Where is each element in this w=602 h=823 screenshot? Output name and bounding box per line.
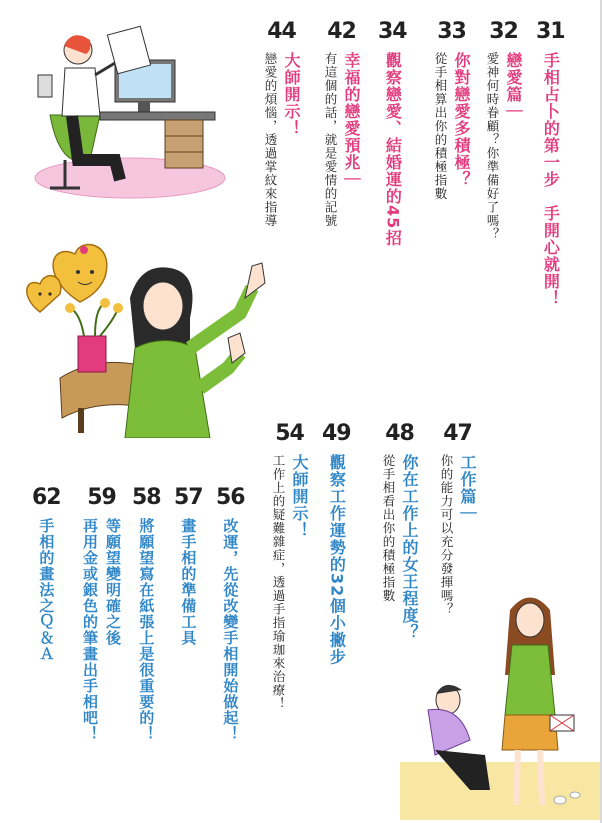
entry-title-line2: 再用金或銀色的筆畫出手相吧！ xyxy=(81,518,99,742)
page-number: 31 xyxy=(536,19,565,44)
page-number: 47 xyxy=(443,421,472,446)
toc-entry-47[interactable] xyxy=(438,422,477,616)
toc-entry-59[interactable] xyxy=(80,486,123,742)
entry-title: 畫手相的準備工具 xyxy=(179,518,198,646)
green-dress-woman-illustration xyxy=(40,258,285,438)
two-women-illustration xyxy=(400,590,600,820)
entry-title: 幸福的戀愛預兆｜ xyxy=(342,52,361,188)
entry-title: 等願望變明確之後 xyxy=(104,518,122,646)
entry-subtitle: 從手相看出你的積極指數 xyxy=(381,454,396,603)
toc-entry-34[interactable] xyxy=(378,20,407,246)
toc-entry-44[interactable] xyxy=(262,20,301,228)
page-number: 48 xyxy=(385,421,414,446)
entry-subtitle: 工作上的疑難雜症，透過手指瑜珈來治療！ xyxy=(271,454,286,711)
entry-title: 觀察工作運勢的32個小撇步 xyxy=(327,454,347,666)
entry-title: 你在工作上的女王程度？ xyxy=(400,454,419,641)
toc-entry-57[interactable] xyxy=(174,486,203,646)
entry-subtitle: 從手相算出你的積極指數 xyxy=(433,52,448,201)
page-number: 59 xyxy=(87,485,116,510)
page-number: 54 xyxy=(275,421,304,446)
page-number: 34 xyxy=(378,19,407,44)
toc-entry-58[interactable] xyxy=(132,486,161,742)
entry-title: 手相占卜的第一步 手開心就開！ xyxy=(541,52,561,307)
entry-title: 大師開示！ xyxy=(282,52,301,137)
toc-entry-42[interactable] xyxy=(322,20,361,228)
entry-title: 改運，先從改變手相開始做起！ xyxy=(221,518,240,742)
entry-subtitle: 有這個的話，就是愛情的記號 xyxy=(323,52,338,228)
entry-title: 戀愛篇｜ xyxy=(504,52,523,120)
office-woman-illustration xyxy=(20,20,230,200)
page-number: 33 xyxy=(437,19,466,44)
toc-entry-49[interactable] xyxy=(322,422,351,665)
entry-title: 大師開示！ xyxy=(290,454,309,539)
toc-entry-31[interactable] xyxy=(536,20,565,307)
toc-entry-62[interactable] xyxy=(32,486,61,662)
toc-entry-33[interactable] xyxy=(432,20,471,201)
entry-subtitle: 愛神何時眷顧？你準備好了嗎？ xyxy=(485,52,500,241)
toc-entry-32[interactable] xyxy=(484,20,523,241)
entry-subtitle: 戀愛的煩惱，透過掌紋來指導 xyxy=(263,52,278,228)
page-number: 56 xyxy=(216,485,245,510)
entry-title: 工作篇｜ xyxy=(458,454,477,522)
page-number: 32 xyxy=(489,19,518,44)
page-number: 49 xyxy=(322,421,351,446)
entry-title: 你對戀愛多積極？ xyxy=(452,52,471,188)
entry-title: 手相的畫法之Ｑ＆Ａ xyxy=(37,518,56,662)
page-number: 42 xyxy=(327,19,356,44)
entry-title: 觀察戀愛、結婚運的45招 xyxy=(383,52,403,247)
page-number: 58 xyxy=(132,485,161,510)
entry-subtitle: 你的能力可以充分發揮嗎？ xyxy=(439,454,454,616)
toc-entry-56[interactable] xyxy=(216,486,245,742)
entry-title: 將願望寫在紙張上是很重要的！ xyxy=(137,518,156,742)
page-number: 44 xyxy=(267,19,296,44)
toc-entry-54[interactable] xyxy=(270,422,309,711)
page-number: 62 xyxy=(32,485,61,510)
page-number: 57 xyxy=(174,485,203,510)
